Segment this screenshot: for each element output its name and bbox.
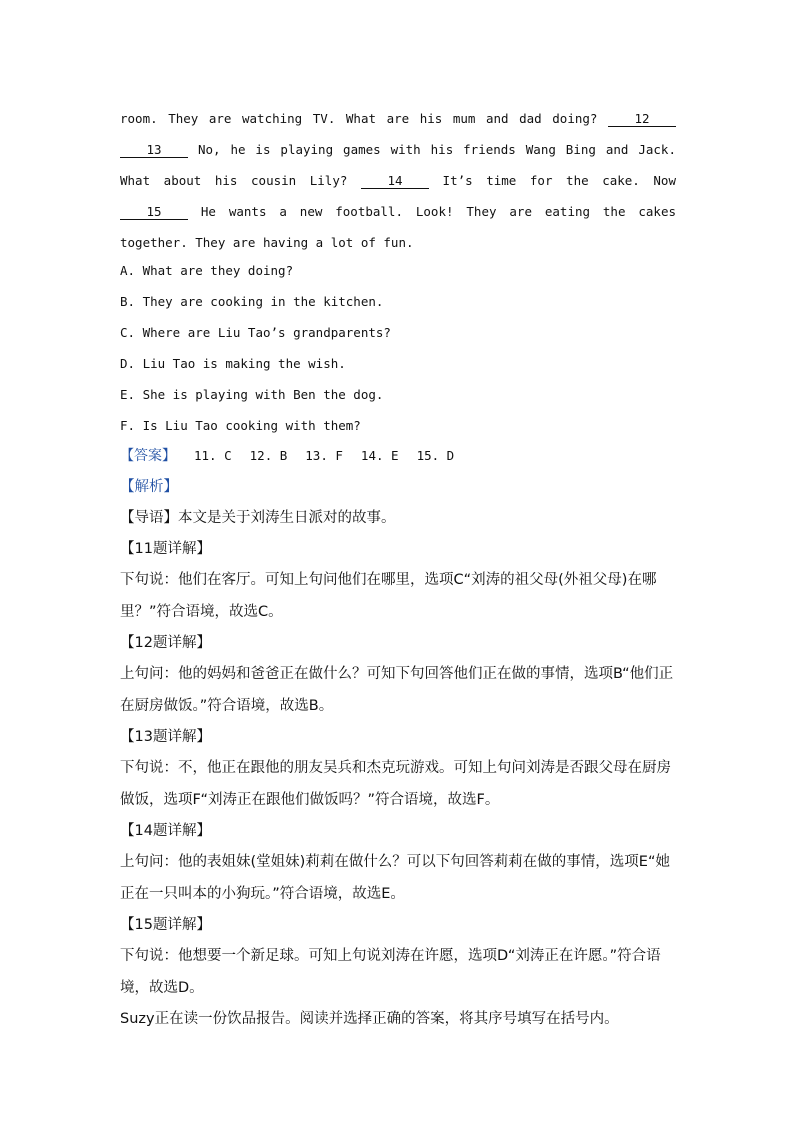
- blank-12: 12: [608, 112, 676, 127]
- analysis-tag: 【解析】: [120, 479, 178, 495]
- detail-14-text: 上句问：他的表姐妹(堂姐妹)莉莉在做什么？可以下句回答莉莉在做的事情，选项E“她正在一只叫本的小狗玩。”符合语境，故选E。: [120, 854, 670, 902]
- detail-13-text: 下句说：不，他正在跟他的朋友吴兵和杰克玩游戏。可知上句问刘涛是否跟父母在厨房做饭，选项F“刘涛正在跟他们做饭吗？”符合语境，故选F。: [120, 760, 671, 808]
- option-a: A. What are they doing?: [120, 263, 294, 278]
- detail-15-heading: 【15题详解】: [120, 917, 211, 933]
- detail-12-heading: 【12题详解】: [120, 635, 211, 651]
- detail-12-text: 上句问：他的妈妈和爸爸正在做什么？可知下句回答他们正在做的事情，选项B“他们正在厨房做饭。”符合语境，故选B。: [120, 666, 674, 714]
- detail-15-text: 下句说：他想要一个新足球。可知上句说刘涛在许愿，选项D“刘涛正在许愿。”符合语境，故选D。: [120, 948, 661, 996]
- passage-segment-4: He wants a new football. Look! They are eating the cakes together. They are having a lot of fun.: [120, 204, 677, 250]
- answer-tag: 【答案】: [120, 448, 176, 464]
- detail-14-heading: 【14题详解】: [120, 823, 211, 839]
- passage-segment-2: No, he is playing games with his friends Wang Bing and Jack. What about his cousin Lily?: [120, 142, 676, 188]
- passage-segment-3: It’s time for the cake. Now: [442, 173, 676, 188]
- option-c: C. Where are Liu Tao’s grandparents?: [120, 325, 391, 340]
- answer-line: [120, 445, 454, 465]
- detail-11-heading: 【11题详解】: [120, 541, 211, 557]
- answer-item: 12. B: [249, 448, 288, 463]
- reading-passage: [120, 103, 676, 258]
- option-f: F. Is Liu Tao cooking with them?: [120, 418, 361, 433]
- answer-item: 13. F: [305, 448, 343, 463]
- blank-15: 15: [120, 205, 188, 220]
- answer-item: 11. C: [194, 448, 232, 463]
- blank-14: 14: [361, 174, 429, 189]
- option-d: D. Liu Tao is making the wish.: [120, 356, 346, 371]
- option-b: B. They are cooking in the kitchen.: [120, 294, 384, 309]
- detail-11-text: 下句说：他们在客厅。可知上句问他们在哪里，选项C“刘涛的祖父母(外祖父母)在哪里？”符合语境，故选C。: [120, 572, 657, 620]
- answer-item: 15. D: [416, 448, 455, 463]
- option-e: E. She is playing with Ben the dog.: [120, 387, 384, 402]
- passage-segment-1: room. They are watching TV. What are his mum and dad doing?: [120, 111, 598, 126]
- blank-13: 13: [120, 143, 188, 158]
- answer-item: 14. E: [360, 448, 399, 463]
- next-question-instruction: Suzy正在读一份饮品报告。阅读并选择正确的答案，将其序号填写在括号内。: [120, 1011, 619, 1027]
- detail-13-heading: 【13题详解】: [120, 729, 211, 745]
- guide-text: 【导语】本文是关于刘涛生日派对的故事。: [120, 510, 396, 526]
